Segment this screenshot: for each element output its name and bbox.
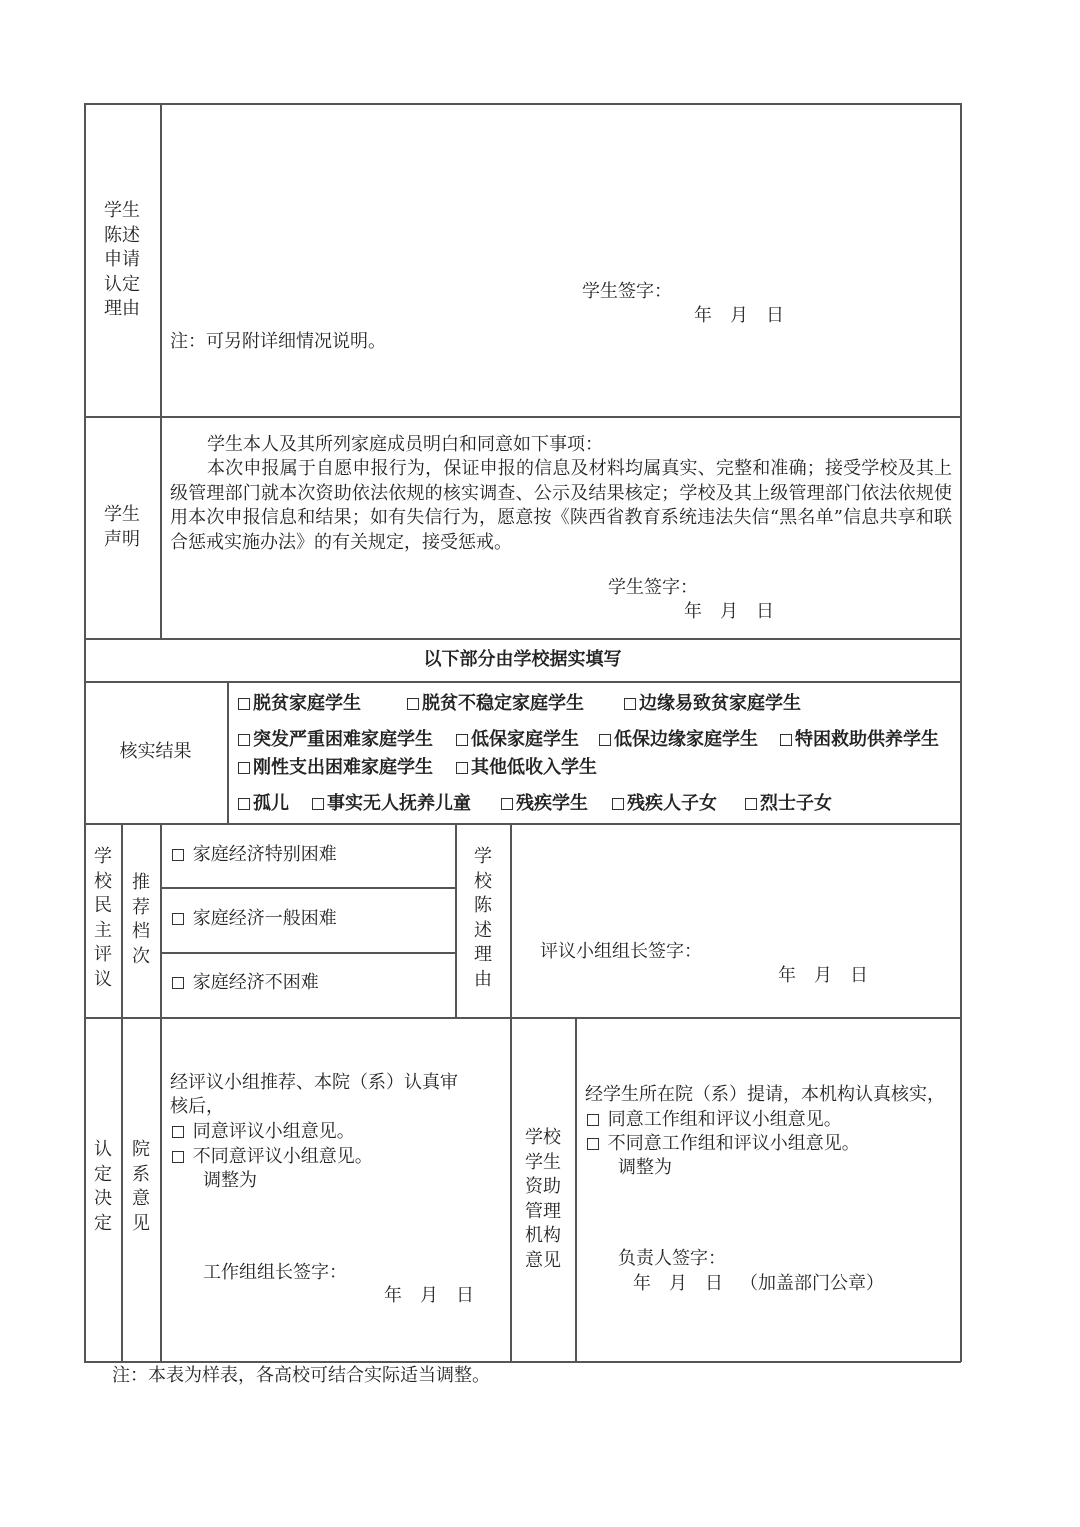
checkbox-icon[interactable] bbox=[172, 913, 184, 925]
student-signature-date: 年 月 日 bbox=[694, 305, 784, 326]
checkbox-icon[interactable] bbox=[501, 798, 513, 810]
checkbox-icon[interactable] bbox=[238, 798, 250, 810]
declaration-label: 学生声明 bbox=[104, 504, 140, 550]
aid-office-agree-option[interactable]: 同意工作组和评议小组意见。 bbox=[587, 1108, 842, 1132]
checkbox-icon[interactable] bbox=[587, 1114, 599, 1126]
decision-label: 认定决定 bbox=[94, 1139, 112, 1234]
aid-office-disagree-option[interactable]: 不同意工作组和评议小组意见。 bbox=[587, 1132, 860, 1156]
checkbox-icon[interactable] bbox=[456, 734, 468, 746]
footer-note: 注：本表为样表，各高校可结合实际适当调整。 bbox=[112, 1365, 490, 1386]
checkbox-option[interactable]: 其他低收入学生 bbox=[456, 756, 597, 780]
level-option[interactable]: 家庭经济不困难 bbox=[172, 971, 319, 995]
checkbox-icon[interactable] bbox=[624, 698, 636, 710]
checkbox-option[interactable]: 低保边缘家庭学生 bbox=[599, 728, 758, 752]
attachment-note: 注：可另附详细情况说明。 bbox=[170, 331, 386, 352]
student-signature-label: 学生签字： bbox=[582, 281, 672, 302]
checkbox-icon[interactable] bbox=[587, 1138, 599, 1150]
checkbox-option[interactable]: 刚性支出困难家庭学生 bbox=[238, 756, 433, 780]
checkbox-icon[interactable] bbox=[599, 734, 611, 746]
aid-office-opinion-label: 学校学生资助管理机构意见 bbox=[525, 1127, 561, 1271]
reason-label: 学生陈述申请认定理由 bbox=[104, 200, 140, 319]
checkbox-icon[interactable] bbox=[238, 762, 250, 774]
checkbox-icon[interactable] bbox=[456, 762, 468, 774]
checkbox-icon[interactable] bbox=[612, 798, 624, 810]
school-section-header: 以下部分由学校据实填写 bbox=[423, 649, 622, 670]
democratic-review-label: 学校民主评议 bbox=[94, 846, 112, 990]
school-reason-label: 学校陈述理由 bbox=[474, 846, 492, 990]
checkbox-option[interactable]: 特困救助供养学生 bbox=[780, 728, 939, 752]
aid-office-adjust-label: 调整为 bbox=[618, 1157, 672, 1178]
department-text-2: 核后， bbox=[170, 1096, 224, 1117]
department-signature-date: 年 月 日 bbox=[384, 1285, 474, 1306]
checkbox-icon[interactable] bbox=[238, 698, 250, 710]
recommend-level-label: 推荐档次 bbox=[132, 872, 150, 967]
declaration-text: 本次申报属于自愿申报行为，保证申报的信息及材料均属真实、完整和准确；接受学校及其上级管理部门就本次资助依法依规的核实调查、公示及结果核定；学校及其上级管理部门依法依规使用本次申报信息和结果；如有失信行为，愿意按《陕西省教育系统违法失信“黑名单”信息共享和联合惩戒实施办法》的有关规定，接受惩戒。 bbox=[170, 458, 952, 553]
aid-office-text: 经学生所在院（系）提请，本机构认真核实， bbox=[585, 1084, 945, 1105]
level-option[interactable]: 家庭经济一般困难 bbox=[172, 907, 337, 931]
department-opinion-label: 院系意见 bbox=[132, 1139, 150, 1234]
checkbox-icon[interactable] bbox=[172, 1151, 184, 1163]
checkbox-option[interactable]: 低保家庭学生 bbox=[456, 728, 579, 752]
checkbox-option[interactable]: 边缘易致贫家庭学生 bbox=[624, 692, 801, 716]
responsible-person-signature-label: 负责人签字： bbox=[618, 1248, 726, 1269]
review-leader-signature-label: 评议小组组长签字： bbox=[540, 941, 702, 962]
checkbox-option[interactable]: 脱贫不稳定家庭学生 bbox=[407, 692, 584, 716]
checkbox-icon[interactable] bbox=[407, 698, 419, 710]
checkbox-icon[interactable] bbox=[238, 734, 250, 746]
checkbox-option[interactable]: 残疾学生 bbox=[501, 792, 588, 816]
checkbox-option[interactable]: 烈士子女 bbox=[745, 792, 832, 816]
checkbox-option[interactable]: 事实无人抚养儿童 bbox=[312, 792, 471, 816]
department-text: 经评议小组推荐、本院（系）认真审 bbox=[170, 1072, 458, 1093]
checkbox-icon[interactable] bbox=[745, 798, 757, 810]
declaration-signature-date: 年 月 日 bbox=[684, 601, 774, 622]
checkbox-icon[interactable] bbox=[172, 849, 184, 861]
department-disagree-option[interactable]: 不同意评议小组意见。 bbox=[172, 1145, 373, 1169]
checkbox-icon[interactable] bbox=[312, 798, 324, 810]
checkbox-option[interactable]: 孤儿 bbox=[238, 792, 289, 816]
verify-result-label: 核实结果 bbox=[119, 741, 192, 762]
level-option[interactable]: 家庭经济特别困难 bbox=[172, 843, 337, 867]
stamp-note: （加盖部门公章） bbox=[740, 1273, 884, 1294]
checkbox-icon[interactable] bbox=[780, 734, 792, 746]
department-agree-option[interactable]: 同意评议小组意见。 bbox=[172, 1120, 355, 1144]
checkbox-option[interactable]: 残疾人子女 bbox=[612, 792, 717, 816]
review-signature-date: 年 月 日 bbox=[778, 965, 868, 986]
workgroup-leader-signature-label: 工作组组长签字： bbox=[203, 1262, 347, 1283]
checkbox-icon[interactable] bbox=[172, 1126, 184, 1138]
checkbox-icon[interactable] bbox=[172, 977, 184, 989]
checkbox-option[interactable]: 突发严重困难家庭学生 bbox=[238, 728, 433, 752]
aid-office-signature-date: 年 月 日 bbox=[633, 1273, 723, 1294]
declaration-intro: 学生本人及其所列家庭成员明白和同意如下事项： bbox=[207, 434, 603, 455]
declaration-signature-label: 学生签字： bbox=[608, 577, 698, 598]
department-adjust-label: 调整为 bbox=[203, 1170, 257, 1191]
checkbox-option[interactable]: 脱贫家庭学生 bbox=[238, 692, 361, 716]
